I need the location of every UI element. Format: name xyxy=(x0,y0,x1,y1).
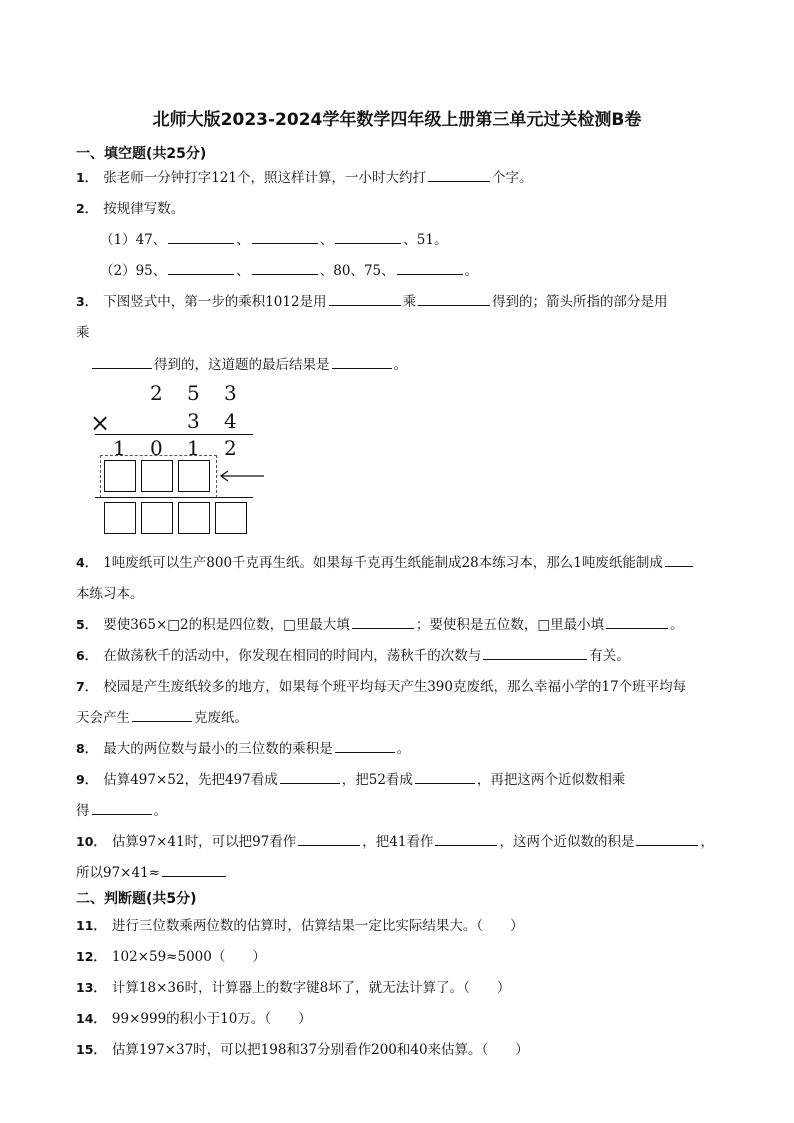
question-text: 下图竖式中，第一步的乘积1012是用 xyxy=(103,294,327,310)
question-number: 8． xyxy=(76,741,98,756)
question-number: 10． xyxy=(76,834,106,849)
question-9-cont xyxy=(76,799,167,819)
answer-blank[interactable] xyxy=(352,614,414,629)
question-text: 本练习本。 xyxy=(76,586,144,602)
question-2-part-2 xyxy=(100,259,478,279)
answer-blank[interactable] xyxy=(335,738,395,753)
question-number: 6． xyxy=(76,648,98,663)
answer-blank[interactable] xyxy=(335,229,401,244)
question-text: ，这两个近似数的积是 xyxy=(499,834,635,850)
answer-blank[interactable] xyxy=(332,354,392,369)
answer-blank[interactable] xyxy=(162,862,226,877)
answer-blank[interactable] xyxy=(280,769,340,784)
digit: 2 xyxy=(150,381,163,405)
digit: 1 xyxy=(187,436,200,460)
question-text: ，把41看作 xyxy=(362,834,434,850)
arrow-left-icon xyxy=(218,470,266,482)
digit: 5 xyxy=(187,381,200,405)
question-11 xyxy=(76,914,524,934)
digit: 3 xyxy=(224,381,237,405)
question-10 xyxy=(76,830,714,850)
answer-box[interactable] xyxy=(141,502,173,534)
question-text: 。 xyxy=(153,803,167,819)
digit: 2 xyxy=(224,436,237,460)
question-text: 克废纸。 xyxy=(194,710,248,726)
answer-box[interactable] xyxy=(215,502,247,534)
question-text: 最大的两位数与最小的三位数的乘积是 xyxy=(103,741,333,757)
answer-box[interactable] xyxy=(104,502,136,534)
question-number: 5． xyxy=(76,617,98,632)
answer-blank[interactable] xyxy=(92,800,152,815)
question-text: 。 xyxy=(464,263,479,279)
question-text: 计算18×36时，计算器上的数字键8坏了，就无法计算了。（ ） xyxy=(111,980,511,996)
question-text: 、51。 xyxy=(403,232,448,248)
question-text: 1吨废纸可以生产800千克再生纸。如果每千克再生纸能制成28本练习本，那么1吨废纸能制成 xyxy=(103,555,663,571)
question-3 xyxy=(76,290,668,310)
question-text: 有关。 xyxy=(589,648,630,664)
question-text: 要使365×□2的积是四位数，□里最大填 xyxy=(103,617,350,633)
answer-box[interactable] xyxy=(104,460,136,492)
answer-blank[interactable] xyxy=(428,167,490,182)
question-text: 得到的，这道题的最后结果是 xyxy=(154,357,330,373)
question-text: 得到的；箭头所指的部分是用 xyxy=(492,294,668,310)
question-number: 2． xyxy=(76,201,98,216)
question-text: ， xyxy=(700,834,714,850)
question-3-cont-2 xyxy=(90,353,407,373)
answer-box[interactable] xyxy=(178,460,210,492)
divider-line xyxy=(95,434,253,435)
question-text: 得 xyxy=(76,803,90,819)
question-4-cont xyxy=(76,582,144,602)
answer-blank[interactable] xyxy=(168,229,234,244)
answer-blank[interactable] xyxy=(636,831,698,846)
answer-blank[interactable] xyxy=(397,260,463,275)
question-text: 按规律写数。 xyxy=(103,201,185,217)
answer-blank[interactable] xyxy=(252,229,318,244)
question-text: 估算497×52，先把497看成 xyxy=(103,772,278,788)
question-number: 1． xyxy=(76,170,98,185)
question-7 xyxy=(76,675,686,695)
section-heading-true-false: 二、判断题(共5分) xyxy=(76,891,197,907)
question-text: ，再把这两个近似数相乘 xyxy=(476,772,626,788)
multiply-sign: × xyxy=(90,409,111,437)
question-14 xyxy=(76,1007,312,1027)
question-text: 、80、75、 xyxy=(319,263,395,279)
question-number: 3． xyxy=(76,294,98,309)
question-text: ，把52看成 xyxy=(341,772,413,788)
question-text: 个字。 xyxy=(491,170,533,186)
question-number: 15． xyxy=(76,1042,106,1057)
question-number: 4． xyxy=(76,555,98,570)
question-2 xyxy=(76,197,184,217)
question-text: 所以97×41≈ xyxy=(76,865,160,881)
question-text: 张老师一分钟打字121个，照这样计算，一小时大约打 xyxy=(103,170,426,186)
page-title: 北师大版2023-2024学年数学四年级上册第三单元过关检测B卷 xyxy=(152,110,642,130)
question-text: 进行三位数乘两位数的估算时，估算结果一定比实际结果大。（ ） xyxy=(111,918,524,934)
answer-blank[interactable] xyxy=(132,707,192,722)
question-4 xyxy=(76,551,695,571)
question-1 xyxy=(76,166,532,186)
answer-box[interactable] xyxy=(141,460,173,492)
question-number: 13． xyxy=(76,980,106,995)
digit: 4 xyxy=(224,409,237,433)
question-10-cont xyxy=(76,861,228,881)
answer-blank[interactable] xyxy=(606,614,668,629)
question-text: ；要使积是五位数，□里最小填 xyxy=(415,617,605,633)
digit: 1 xyxy=(113,436,126,460)
answer-blank[interactable] xyxy=(168,260,234,275)
question-text: 、 xyxy=(319,232,334,248)
answer-box[interactable] xyxy=(178,502,210,534)
question-number: 7． xyxy=(76,679,98,694)
question-text: 乘 xyxy=(402,294,417,310)
answer-blank[interactable] xyxy=(298,831,360,846)
section-heading-fill-blank: 一、填空题(共25分) xyxy=(76,146,207,162)
question-number: 12． xyxy=(76,949,106,964)
question-number: 9． xyxy=(76,772,98,787)
question-text: 、 xyxy=(236,263,250,279)
digit: 3 xyxy=(187,409,200,433)
question-2-part-1 xyxy=(100,228,447,248)
question-13 xyxy=(76,976,510,996)
digit: 0 xyxy=(150,436,163,460)
question-text: 天会产生 xyxy=(76,710,130,726)
question-text: 102×59≈5000（ ） xyxy=(111,949,266,965)
answer-blank[interactable] xyxy=(252,260,318,275)
question-text: （1）47、 xyxy=(100,232,167,248)
question-number: 11． xyxy=(76,918,106,933)
question-text: 99×999的积小于10万。（ ） xyxy=(111,1011,312,1027)
question-7-cont xyxy=(76,706,248,726)
divider-line xyxy=(95,497,253,498)
question-number: 14． xyxy=(76,1011,106,1026)
question-9 xyxy=(76,768,625,788)
question-text: 估算97×41时，可以把97看作 xyxy=(111,834,297,850)
answer-blank[interactable] xyxy=(483,645,587,660)
question-5 xyxy=(76,613,684,633)
question-6 xyxy=(76,644,630,664)
question-text: 在做荡秋千的活动中，你发现在相同的时间内，荡秋千的次数与 xyxy=(103,648,482,664)
answer-blank[interactable] xyxy=(418,291,490,306)
answer-blank[interactable] xyxy=(415,769,475,784)
question-8 xyxy=(76,737,410,757)
answer-blank[interactable] xyxy=(435,831,497,846)
answer-blank[interactable] xyxy=(329,291,401,306)
question-text: 估算197×37时，可以把198和37分别看作200和40来估算。（ ） xyxy=(111,1042,529,1058)
answer-blank[interactable] xyxy=(665,552,693,567)
question-3-cont xyxy=(76,321,90,341)
answer-blank[interactable] xyxy=(92,354,152,369)
question-text: 校园是产生废纸较多的地方，如果每个班平均每天产生390克废纸，那么幸福小学的17个班平均每 xyxy=(103,679,687,695)
question-text: 。 xyxy=(393,357,407,373)
question-15 xyxy=(76,1038,529,1058)
question-text: 。 xyxy=(670,617,684,633)
question-text: 、 xyxy=(236,232,250,248)
question-text: 。 xyxy=(396,741,411,757)
question-text: （2）95、 xyxy=(100,263,167,279)
question-text: 乘 xyxy=(76,325,90,341)
question-12 xyxy=(76,945,266,965)
